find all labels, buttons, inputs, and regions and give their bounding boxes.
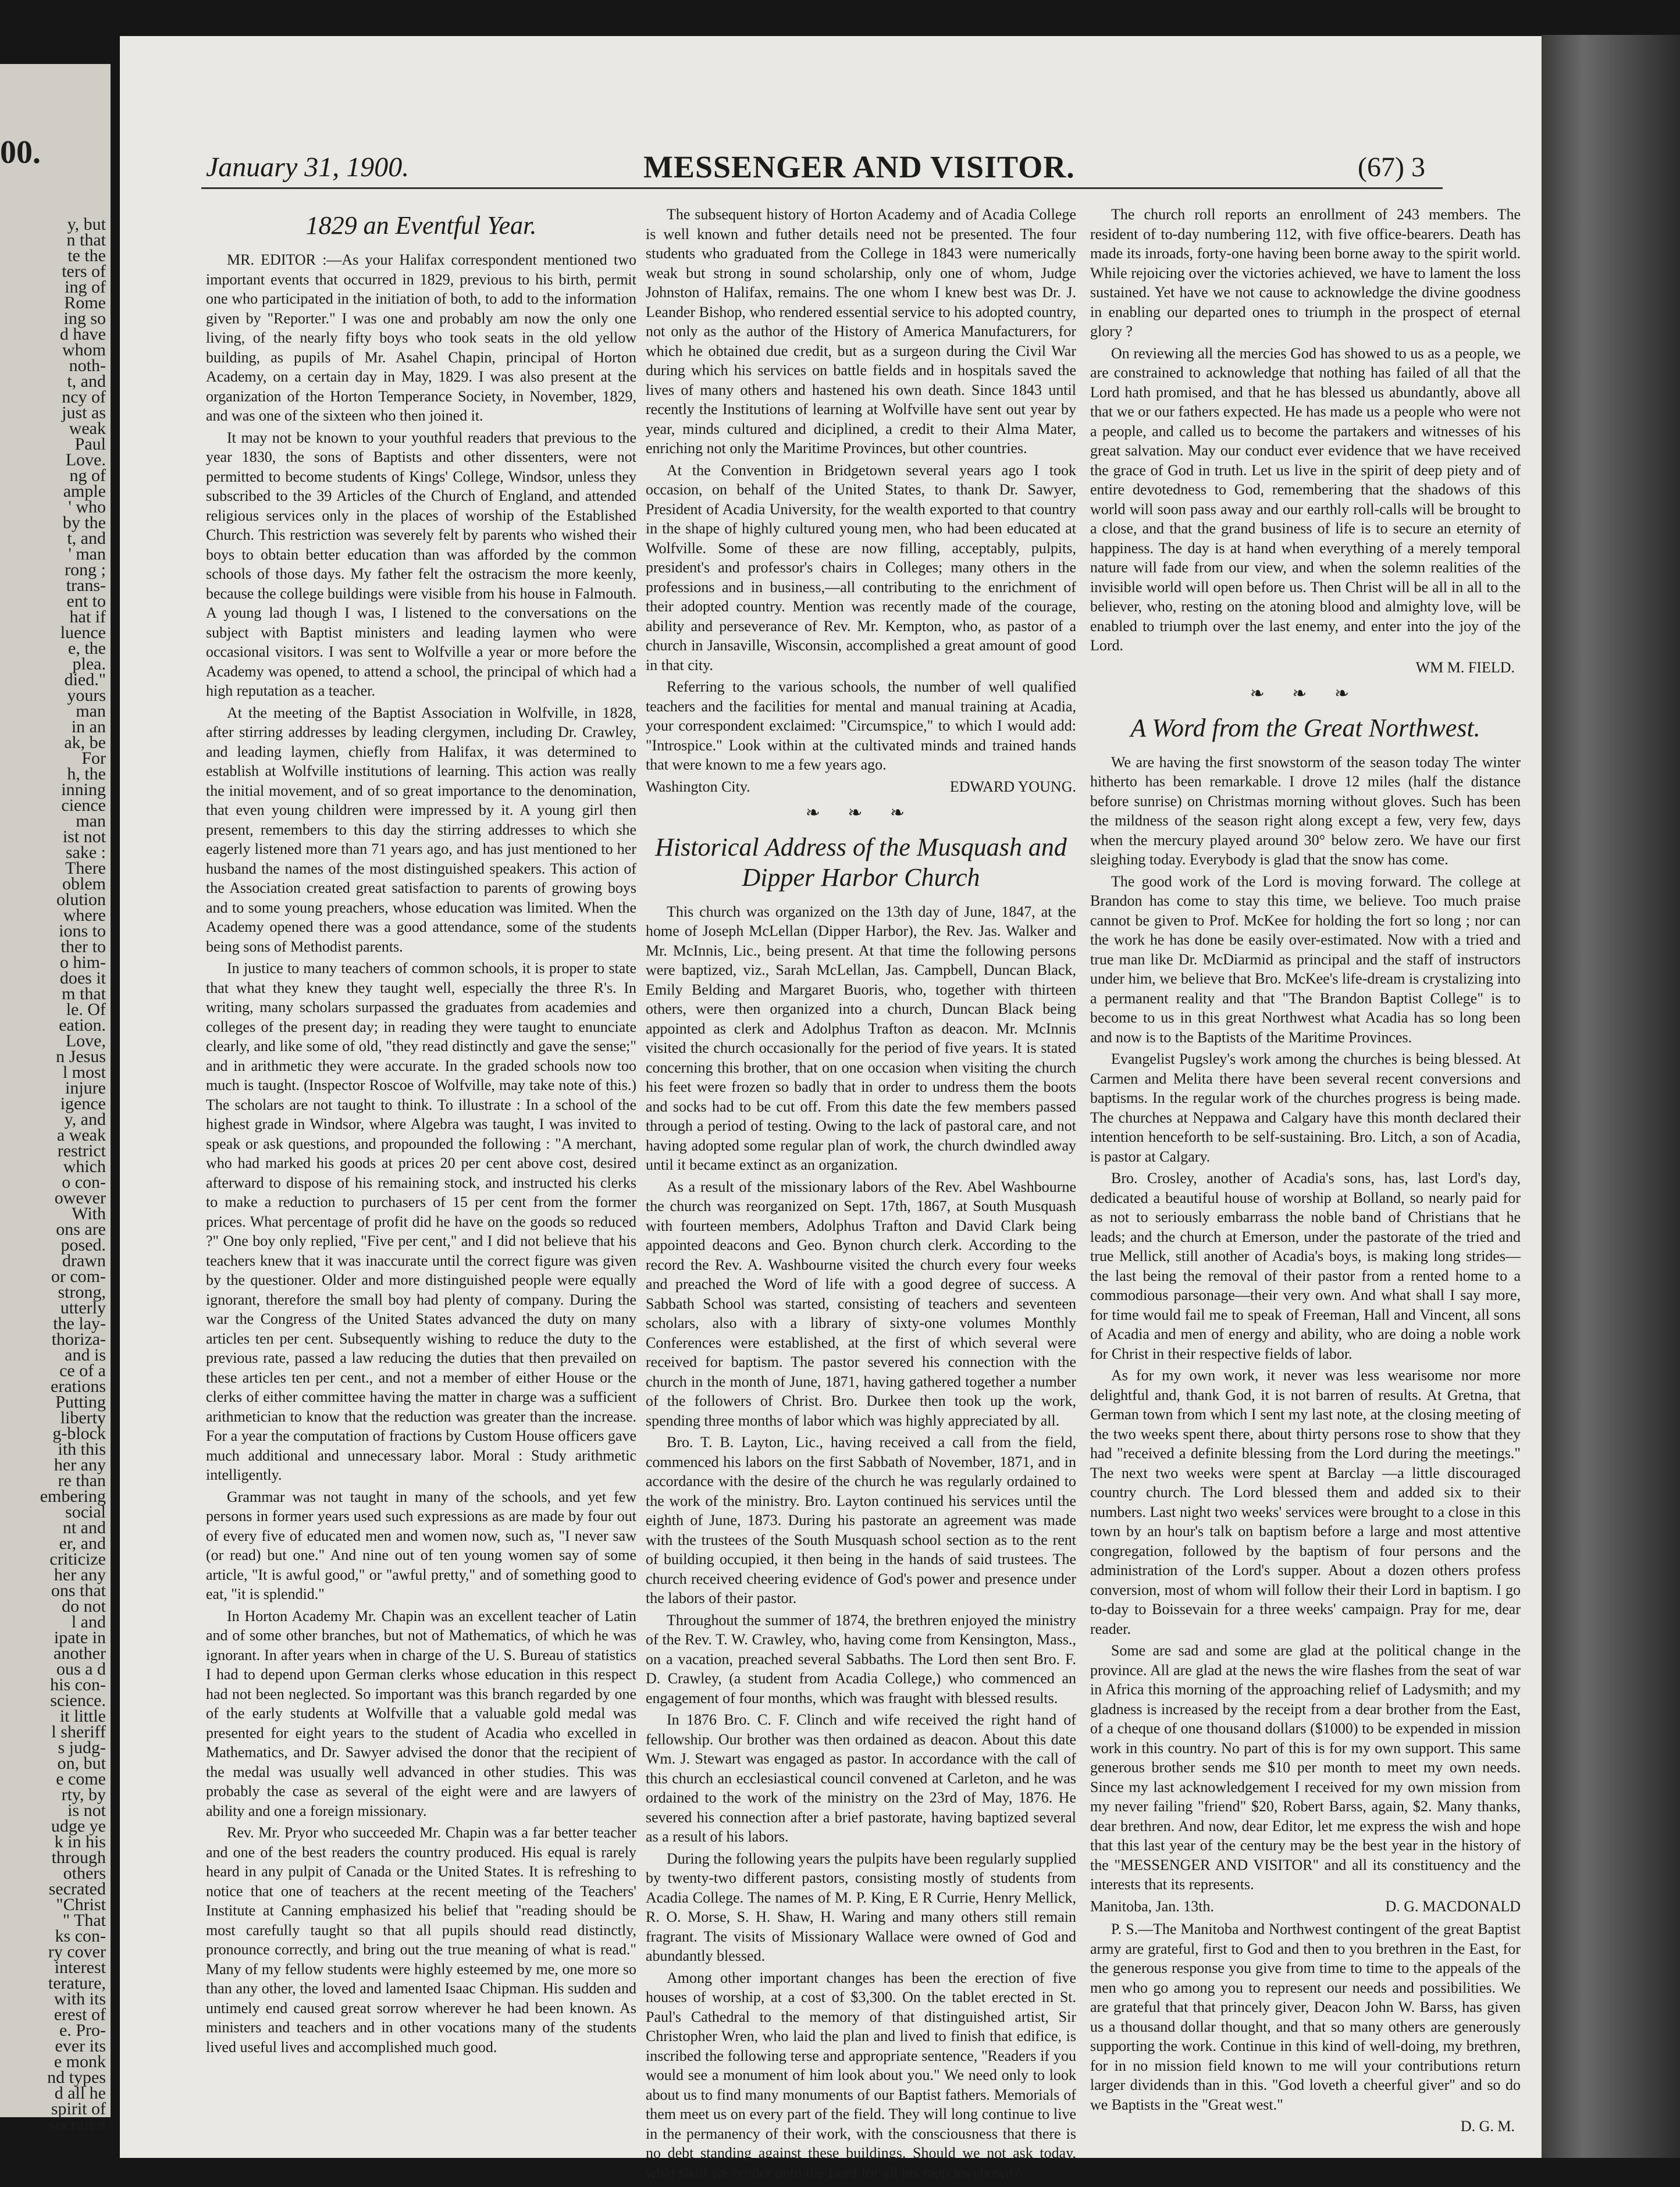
previous-page-fragment: utterly xyxy=(60,1298,106,1317)
previous-page-fragment: noth- xyxy=(69,356,106,375)
previous-page-fragment: ing of xyxy=(65,277,106,297)
previous-page-fragment: ncy of xyxy=(62,387,106,407)
column-1 xyxy=(206,205,636,2118)
paragraph: Some are sad and some are glad at the political change in the province. All are glad at the news the wire flashes from the seat of war in Africa this morning of the approaching relief of Ladysmith; and my gladness is increased by the receipt from a dear brother from the East, of a cheque of one thousand dollars ($1000) to be expended in mission work in this country. No part of this is for my own support. This same generous brother sends me $10 per month to meet my own needs. Since my last acknowledgement I received for my own mission from my never failing "friend" $20, Robert Barss, again, $2. Many thanks, dear brethren. And now, dear Editor, let me express the wish and hope that this last year of the century may be the best year in the history of the "MESSENGER AND VISITOR" and all its constituency and the interests that its represents. xyxy=(1090,1642,1521,1893)
paragraph: In justice to many teachers of common schools, it is proper to state that what they knew they taught well, especially the three R's. In writing, many scholars surpassed the graduates from academies and colleges of the present day; in reading they were taught to enunciate clearly, and like some of old, "they read distinctly and gave the sense;" and in arithmetic they were accurate. In the graded schools now too much is taught. (Inspector Roscoe of Wolfville, may take note of this.) The scholars are not taught to think. To illustrate : In a school of the highest grade in Windsor, where Algebra was taught, I was invited to speak or ask questions, and propounded the following : "A merchant, who had marked his goods at prices 20 per cent above cost, desired afterward to dispose of his remaining stock, and instructed his clerks to make a reduction to purchasers of 15 per cent from the former prices. What percentage of profit did he have on the goods so reduced ?" One boy only replied, "Five per cent," and I did not believe that his teachers knew that it was inaccurate until the correct figure was given by the questioner. Older and more distinguished people were equally ignorant, therefore the small boy had plenty of company. During the war the Congress of the United States advanced the duty on many articles ten per cent. Subsequently wishing to reduce the duty to the previous rate, passed a law reducing the duties that then prevailed on these articles ten per cent., and not a member of either House or the clerks of either committee having the matter in charge was a sufficient arithmetician to know that the reduction was greater than the increase. For a year the computation of fractions by Custom House officers gave much additional and unnecessary labor. Moral : Study arithmetic intelligently. xyxy=(206,960,636,1483)
previous-page-fragment: drawn xyxy=(62,1251,106,1270)
paragraph: On reviewing all the mercies God has showed to us as a people, we are constrained to acknowledge that nothing has failed of all that the Lord hath promised, and that he has blessed us abundantly, above all that we or our fathers expected. He has made us a people who were not a people, and called us to become the partakers and witnesses of his great salvation. May our conduct ever evidence that we have received the grace of God in truth. Let us live in the spirit of deep piety and of entire devotedness to God, remembering that the shadows of this world will soon pass away and our earthly roll-calls will be brought to a close, and that the grand business of life is to secure an eternity of happiness. The day is at hand when everything of a merely temporal nature will fade from our view, and when the solemn realities of the invisible world will open before us. Then Christ will be all in all to the believer, who, resting on the atoning blood and almighty love, will be enabled to triumph over the last enemy, and enter into the joy of the Lord. xyxy=(1090,344,1521,654)
signature-place: Manitoba, Jan. 13th. xyxy=(1090,1897,1215,1915)
previous-page-fragment: n that xyxy=(66,230,106,250)
previous-page-fragment: his con- xyxy=(50,1675,106,1694)
previous-page-fragment: on, but xyxy=(57,1754,106,1773)
previous-page-fragment: embering xyxy=(40,1487,106,1506)
previous-page-fragment: k in his xyxy=(54,1832,106,1851)
previous-page-fragment: ipate in xyxy=(54,1628,106,1647)
previous-page-fragment: re than xyxy=(58,1471,106,1490)
previous-page-fragment: thoriza- xyxy=(51,1330,106,1349)
previous-page-fragment: n Jesus xyxy=(56,1047,106,1066)
paragraph: We are having the first snowstorm of the season today The winter hitherto has been remarkable. I drove 12 miles (half the distance before sunrise) on Christmas morning without gloves. Such has been the mildness of the season right along except a few, very few, days when the mercury played around 30° below zero. We have our first sleighing today. Everybody is glad that the snow has come. xyxy=(1090,753,1521,868)
previous-page-fragment: trans- xyxy=(66,576,106,595)
previous-page-fragment: oblem xyxy=(62,874,106,893)
previous-page-fragment: There xyxy=(65,859,106,878)
previous-page-fragment: ent to xyxy=(66,592,106,611)
previous-page-fragment: erations xyxy=(51,1377,106,1396)
paragraph: As a result of the missionary labors of the Rev. Abel Washbourne the church was reorganized on Sept. 17th, 1867, at South Musquash with fourteen members, Adolphus Trafton and David Clark being appointed deacons and Geo. Bynon church clerk. According to the record the Rev. A. Washbourne visited the church every four weeks and preached the Word of life with a good degree of success. A Sabbath School was started, consisting of teachers and seventeen scholars, also with a library of sixty-one volumes Monthly Conferences were established, at the first of which several were received for baptism. The pastor severed his connection with the church in the month of June, 1871, having gathered together a number of the followers of Christ. Bro. Durkee then took up the work, spending three months of labor which was highly appreciated by all. xyxy=(646,1178,1076,1429)
previous-page-fragment: another xyxy=(54,1644,106,1663)
previous-page-fragment: e, the xyxy=(68,639,106,658)
previous-page-fragment: with its xyxy=(54,1989,106,2008)
paragraph: Bro. Crosley, another of Acadia's sons, has, last Lord's day, dedicated a beautiful house of worship at Bolland, so nearly paid for as not to seriously embarrass the noble band of Christians that he leads; and the church at Emerson, under the pastorate of the tried and true Mellick, still another of Acadia's boys, is making long strides—the last being the removal of their pastor from a rented home to a commodious parsonage—their very own. And what shall I say more, for time would fail me to speak of Freeman, Hall and Vincent, all sons of Acadia and men of energy and ability, who are doing a noble work for Christ in their respective fields of labor. xyxy=(1090,1170,1521,1362)
previous-page-fragment: the lay- xyxy=(53,1314,106,1333)
previous-page-edge xyxy=(0,64,111,2134)
previous-page-fragment: Love. xyxy=(65,450,106,469)
paragraph: Evangelist Pugsley's work among the churches is being blessed. At Carmen and Melita there have been several recent conversions and baptisms. In the regular work of the churches progress is being made. The churches at Neppawa and Calgary have this month declared their intention henceforth to be self-sustaining. Bro. Litch, a son of Acadia, is pastor at Calgary. xyxy=(1090,1050,1521,1165)
previous-page-fragment: and is xyxy=(65,1345,106,1365)
previous-page-fragment: udge ye xyxy=(51,1816,106,1836)
previous-page-fragment: o him- xyxy=(59,953,106,972)
previous-page-fragment: or com- xyxy=(51,1267,106,1286)
previous-page-fragment: " That xyxy=(62,1911,106,1930)
previous-page-fragment: Putting xyxy=(55,1392,106,1412)
previous-page-fragment: cience xyxy=(61,796,106,815)
previous-page-fragment: her any xyxy=(54,1455,106,1474)
previous-page-fragment: just as xyxy=(62,403,106,422)
article-continuation xyxy=(646,205,1076,775)
newspaper-page xyxy=(120,36,1542,2181)
previous-page-fragment: posed. xyxy=(60,1235,106,1255)
previous-page-fragment: ' who xyxy=(68,497,106,517)
previous-page-fragment: man xyxy=(76,811,106,831)
paragraph: It may not be known to your youthful readers that previous to the year 1830, the sons of Baptists and other dissenters, were not permitted to become students of Kings' College, Windsor, unless they subscribed to the 39 Articles of the Church of England, and attended religious services only in the places of worship of the Established Church. This restriction was severely felt by parents who wished their boys to obtain better education than was afforded by the common schools of those days. My father felt the ostracism the more keenly, because the college buildings were visible from his house in Falmouth. A young lad though I was, I listened to the conversations on the subject with Baptist ministers and leading laymen who were occasional visitors. I was sent to Wolfville a year or more before the Academy was opened, to attend a school, the principal of which had a high reputation as a teacher. xyxy=(206,429,636,699)
previous-page-fragment: secrated xyxy=(48,1879,106,1899)
previous-page-fragment: terature, xyxy=(48,1974,106,1993)
previous-page-fragment: ng of xyxy=(69,466,106,485)
issue-date: January 31, 1900. xyxy=(206,152,410,183)
paragraph: In 1876 Bro. C. F. Clinch and wife received the right hand of fellowship. Our brother was then ordained as deacon. About this date Wm. J. Stewart was engaged as pastor. In accordance with the call of this church an ecclesiastical council convened at Carleton, and he was ordained to the work of the ministry on the 23rd of May, 1876. He severed his connection after a brief pastorate, having baptized several as a result of his labors. xyxy=(646,1711,1076,1845)
previous-page-fragment: Love, xyxy=(65,1031,106,1050)
previous-page-fragment: t, and xyxy=(67,529,106,548)
previous-page-fragment: "Christ xyxy=(56,1895,106,1914)
postscript: P. S.—The Manitoba and Northwest contingent of the great Baptist army are grateful, first to God and then to you brethren in the East, for the generous response you give from time to time to the appeals of the men who go among you to represent our needs and possibilities. We are grateful that that princely giver, Deacon John W. Barss, has given us a thousand dollar thought, and that so many others are generously supporting the work. Continue in this kind of well-doing, my brethren, for in no mission field known to me will your contributions return larger dividends than in this. "God loveth a cheerful giver" and so do we Baptists in the "Great west." xyxy=(1090,1921,1521,2113)
paragraph: Referring to the various schools, the number of well qualified teachers and the facilities for mental and manual training at Acadia, your correspondent exclaimed: "Circumspice," to which I would add: "Introspice." Look within at the cultivated minds and trained hands that were known to me a few years ago. xyxy=(646,678,1076,773)
previous-page-fragment: eation. xyxy=(59,1016,106,1035)
previous-page-fragment: e come xyxy=(56,1769,106,1789)
paragraph: The church roll reports an enrollment of 243 members. The resident of to-day numbering 112, with five office-bearers. Death has made its inroads, forty-one having been borne away to the spirit world. While rejoicing over the victories achieved, we have to lament the loss sustained. Yet have we not cause to acknowledge the divine goodness in enabling our departed ones to triumph in the prospect of eternal glory ? xyxy=(1090,206,1521,340)
previous-page-fragment: spirit of xyxy=(51,2099,106,2118)
previous-page-fragment: liberty xyxy=(60,1408,106,1427)
previous-page-fragment: Rome xyxy=(64,293,106,312)
previous-page-fragment: hat if xyxy=(69,607,106,626)
section-separator: ❧ ❧ ❧ xyxy=(1250,684,1361,703)
article-body xyxy=(1090,753,1521,1894)
previous-page-fragment: by the xyxy=(62,513,106,532)
paragraph: Grammar was not taught in many of the schools, and yet few persons in former years used such expressions as are made by four out of every five of educated men and women now, such as, "I never saw (or read) but one." And nine out of ten young women say of some article, "It is awful good," or "awful pretty," and of something good to eat, "it is splendid." xyxy=(206,1488,636,1602)
previous-page-fragment: whom xyxy=(62,340,106,359)
previous-page-fragment: ist not xyxy=(62,827,106,846)
book-spine xyxy=(1542,35,1680,2158)
previous-page-fragment: social xyxy=(65,1502,106,1522)
article-signature xyxy=(1090,1897,1521,1917)
previous-page-fragment: others xyxy=(63,1864,106,1883)
article-title: A Word from the Great Northwest. xyxy=(1130,713,1480,742)
previous-page-fragment: d have xyxy=(59,325,106,344)
previous-page-fragment: ons are xyxy=(56,1220,106,1239)
paragraph: Rev. Mr. Pryor who succeeded Mr. Chapin was a far better teacher and one of the best readers the country produced. His equal is rarely heard in any pulpit of Canada or the United States. It is refreshing to notice that one of teachers at the recent meeting of the Teachers' Institute at Canning emphasized his belief that "reading should be most carefully taught so that all pupils should read distinctly, pronounce correctly, and bring out the true meaning of what is read." Many of my fellow students were highly esteemed by me, one more so than any other, the loved and lamented Isaac Chipman. His sudden and untimely end caused great sorrow wherever he had been known. As ministers and teachers and in other vocations many of the students lived useful lives and accomplished much good. xyxy=(206,1824,636,2056)
article-continuation xyxy=(1090,205,1521,656)
previous-page-fragment: her any xyxy=(54,1565,106,1584)
previous-page-fragment: is not xyxy=(67,1801,106,1820)
previous-page-fragment: rong ; xyxy=(65,560,106,579)
paragraph: Bro. T. B. Layton, Lic., having received a call from the field, commenced his labors on the first Sabbath of November, 1871, and in accordance with the desire of the church he was regularly ordained to the work of the ministry. Bro. Layton continued his services until the eighth of June, 1873. During his pastorate an agreement was made with the trustees of the South Musquash school section as to the rent of building occupied, it then being in the hands of said trustees. The church received cheering evidence of God's power and presence under the labors of their pastor. xyxy=(646,1434,1076,1607)
previous-page-fragment: te the xyxy=(67,246,106,265)
article-signature: WM M. FIELD. xyxy=(1415,658,1515,676)
column-2 xyxy=(646,205,1076,2181)
previous-page-fragment: injure xyxy=(65,1078,106,1098)
previous-page-fragment: secrated xyxy=(48,2115,106,2134)
previous-page-fragment: ing so xyxy=(63,309,106,328)
previous-page-fragment: g-block xyxy=(52,1424,106,1443)
signature-author: EDWARD YOUNG. xyxy=(949,778,1076,795)
paragraph: This church was organized on the 13th day of June, 1847, at the home of Joseph McLellan (Dipper Harbor), the Rev. Jas. Walker and Mr. McInnis, Lic., being present. At that time the following persons were baptized, viz., Sarah McLellan, Jas. Campbell, Duncan Black, Emily Belding and Margaret Buoris, who, together with thirteen others, were then organized into a church, Duncan Black being appointed as clerk and Adolphus Trafton as deacon. Mr. McInnis visited the church occasionally for the period of five years. It is stated concerning this brother, that on one occasion when visiting the church his feet were frozen so badly that in order to undress them the boots and socks had to be cut off. From this date the few members passed through a period of testing. Owing to the lack of pastoral care, and not having adopted some regular plan of work, the church dwindled away until it became extinct as an organization. xyxy=(646,903,1076,1173)
previous-page-fragment: ous a d xyxy=(56,1659,106,1679)
previous-page-fragment: yours xyxy=(67,686,106,705)
previous-page-fragment: plea. xyxy=(72,654,106,674)
previous-page-fragment: weak xyxy=(69,419,106,438)
signature-place: Washington City. xyxy=(646,778,750,795)
page-number: (67) 3 xyxy=(1358,152,1425,183)
previous-page-fragment: l sheriff xyxy=(51,1722,106,1741)
paragraph: At the Convention in Bridgetown several years ago I took occasion, on behalf of the United States, to thank Dr. Sawyer, President of Acadia University, for the wealth exported to that country in the shape of highly cultured young men, who had been educated at Wolfville. Some of these are now filling, acceptably, pulpits, president's and professor's chairs in Colleges; many others in the professions and in business,—all contributing to the enrichment of their adopted country. Mention was recently made of the courage, ability and perseverance of Rev. Mr. Kempton, who, as pastor of a church in Jansaville, Wisconsin, accomplished a great amount of good in that city. xyxy=(646,461,1076,674)
previous-page-fragment: e. Pro- xyxy=(59,2021,106,2040)
article-body xyxy=(646,902,1076,2183)
previous-page-fragment: y, and xyxy=(64,1110,106,1129)
previous-page-fragment: m that xyxy=(62,984,106,1003)
paragraph: The good work of the Lord is moving forward. The college at Brandon has come to stay this time, we believe. Too much praise cannot be given to Prof. McKee for holding the fort so long ; nor can the work he has done be easily over-estimated. Now with a tried and true man like Dr. McDiarmid as principal and the staff of instructors under him, we believe that Bro. McKee's life-dream is crystalizing into a permanent reality and that "The Brandon Baptist College" is to become to us in this great Northwest what Acadia has so long been and now is to the Baptists of the Maritime Provinces. xyxy=(1090,872,1521,1046)
article-title: Historical Address of the Musquash and Dipper Harbor Church xyxy=(655,832,1067,892)
previous-page-number: 00. xyxy=(0,134,41,170)
previous-page-fragment: criticize xyxy=(49,1550,106,1569)
previous-page-fragment: nt and xyxy=(62,1518,106,1537)
paragraph: MR. EDITOR :—As your Halifax correspondent mentioned two important events that occurred in 1829, previous to his birth, permit one who participated in the initiation of both, to add to the information given by "Reporter." I was one and probably am now the only one living, of the nearly fifty boys who took seats in the old yellow building, as pupils of Mr. Asahel Chapin, principal of Horton Academy, on a certain day in May, 1829. I was also present at the organization of the Horton Temperance Society, in November, 1829, and was one of the sixteen who then joined it. xyxy=(206,251,636,424)
previous-page-fragment: does it xyxy=(59,968,106,988)
previous-page-fragment: ions to xyxy=(59,921,106,941)
previous-page-fragment: died." xyxy=(64,670,106,689)
previous-page-fragment: do not xyxy=(62,1597,106,1616)
previous-page-fragment: For xyxy=(81,749,106,768)
previous-page-fragment: erest of xyxy=(54,2005,106,2024)
previous-page-fragment: through xyxy=(51,1848,106,1867)
previous-page-fragment: e monk xyxy=(54,2052,106,2071)
previous-page-fragment: With xyxy=(72,1204,106,1223)
previous-page-fragment: strong, xyxy=(58,1283,106,1302)
paragraph: In Horton Academy Mr. Chapin was an excellent teacher of Latin and of some other branches, but not of Mathematics, of which he was ignorant. In after years when in charge of the U. S. Bureau of statistics I had to depend upon German clerks whose education in this respect had not been neglected. So important was this branch regarded by one of the early students at Wolfville that a valuable gold medal was presented for eight years to the student of Acadia who excelled in Mathematics, and Dr. Sawyer advised the donor that the recipient of the medal was usually well advanced in other studies. This was probably the case as several of the eight were and are lawyers of ability and one a foreign missionary. xyxy=(206,1607,636,1819)
previous-page-fragment: inning xyxy=(61,780,106,799)
paragraph: Throughout the summer of 1874, the brethren enjoyed the ministry of the Rev. T. W. Crawley, who, having come from Kensington, Mass., on a vacation, preached several Sabbaths. The Lord then sent Bro. F. D. Crawley, (a student from Acadia College,) who commenced an engagement of four months, which was fraught with blessed results. xyxy=(646,1611,1076,1707)
previous-page-fragment: rty, by xyxy=(61,1785,106,1804)
previous-page-fragment: h, the xyxy=(67,764,106,783)
previous-page-fragment: a weak xyxy=(56,1125,106,1145)
paragraph: During the following years the pulpits have been regularly supplied by twenty-two different pastors, consisting mostly of students from Acadia College. The names of M. P. King, E R Currie, Henry Mellick, R. O. Morse, S. H. Shaw, H. Waring and many others still remain fragrant. The visits of Missionary Wallace were owned of God and abundantly blessed. xyxy=(646,1850,1076,1964)
previous-page-fragment: er, and xyxy=(59,1534,106,1553)
previous-page-fragment: d all he xyxy=(54,2083,106,2103)
paragraph: At the meeting of the Baptist Association in Wolfville, in 1828, after stirring addresses by leading clergymen, including Dr. Crawley, and leading laymen, chiefly from Halifax, it was determined to establish at Wolfville institutions of learning. This action was really the initial movement, and of so great importance to the denomination, that even young children were impressed by it. A young girl then present, remembers to this day the stirring addresses to which she eagerly listened more than 71 years ago, and has just mentioned to her husband the names of the most distinguished speakers. This action of the Association created great satisfaction to parents of growing boys and to some young preachers, whose education was limited. When the Academy opened there was a good attendance, some of the students being sons of Methodist parents. xyxy=(206,704,636,955)
previous-page-fragment: ample xyxy=(63,482,106,501)
article-body xyxy=(206,250,636,2057)
previous-page-fragment: in an xyxy=(71,717,106,736)
previous-page-fragment: o con- xyxy=(62,1173,106,1192)
postscript-initials: D. G. M. xyxy=(1460,2118,1515,2135)
previous-page-fragment: ters of xyxy=(62,262,106,281)
previous-page-fragment: olution xyxy=(56,890,106,909)
newspaper-title: MESSENGER AND VISITOR. xyxy=(643,149,1075,184)
previous-page-fragment: s judg- xyxy=(58,1738,106,1757)
article-title: 1829 an Eventful Year. xyxy=(305,211,537,240)
paragraph: Among other important changes has been the erection of five houses of worship, at a cost of $3,300. On the tablet erected in St. Paul's Cathedral to the memory of that distinguished artist, Sir Christopher Wren, who laid the plan and lived to finish that edifice, is inscribed the following terse and appropriate sentence, "Readers if you would see a monument of him look about you." We need only to look about us to find many monuments of our Baptist fathers. Memorials of them meet us on every part of the field. They will long continue to live in the permanency of their work, with the consciousness that there is no debt standing against these buildings. Should we not ask today, what shall we render unto the Lord for all his mercies shown? xyxy=(646,1969,1076,2181)
page-header xyxy=(120,151,1542,192)
previous-page-fragment: l most xyxy=(62,1063,106,1082)
previous-page-fragment: restrict xyxy=(57,1141,106,1160)
paragraph: As for my own work, it never was less wearisome nor more delightful and, thank God, it is not barren of results. At Gretna, that German town from which I sent my last note, at the closing meeting of the two weeks spent there, about thirty persons rose to show that they had "received a definite blessing from the Lord during the meetings." The next two weeks were spent at Barclay —a little discouraged country church. The Lord blessed them and added six to their numbers. Last night two weeks' services were brought to a close in this town by an hour's talk on baptism before a large and most attentive congregation, followed by the baptism of four persons and the administration of the Lord's supper. About a dozen others profess conversion, most of whom will follow their their Lord in baptism. I go to-day to Boissevain for a three weeks' campaign. Pray for me, dear reader. xyxy=(1090,1367,1521,1637)
previous-page-fragment: man xyxy=(76,701,106,721)
previous-page-fragment: which xyxy=(63,1157,106,1176)
previous-page-fragment: sake : xyxy=(65,843,106,862)
section-separator: ❧ ❧ ❧ xyxy=(805,803,917,822)
previous-page-fragment: t, and xyxy=(67,372,106,391)
article-signature xyxy=(646,777,1076,797)
paragraph: The subsequent history of Horton Academy and of Acadia College is well known and futher details need not be presented. The four students who graduated from the College in 1843 were numerically weak but strong in sound scholarship, only one of whom, Judge Johnston of Halifax, remains. The one whom I knew best was Dr. J. Leander Bishop, who rendered essential service to his adopted country, not only as the author of the History of America Manufacturers, for which he obtained due credit, but as a surgeon during the Civil War during which his services on battle fields and in hospitals saved the lives of many others and hastened his own death. Since 1843 until recently the Institutions of learning at Wolfville have sent out year by year, minds cultured and diciplined, a credit to their Alma Mater, enriching not only the Maritime Provinces, but other countries. xyxy=(646,206,1076,457)
previous-page-fragment: owever xyxy=(54,1188,106,1208)
previous-page-fragment: ce of a xyxy=(59,1361,106,1380)
previous-page-fragment: ry cover xyxy=(48,1942,106,1961)
previous-page-fragment: ' man xyxy=(68,544,106,564)
previous-page-fragment: igence xyxy=(60,1094,106,1113)
previous-page-fragment: Paul xyxy=(74,434,106,454)
previous-page-fragment: ther to xyxy=(60,937,106,956)
previous-page-fragment: ever its xyxy=(55,2036,106,2056)
previous-page-fragment: it little xyxy=(59,1707,106,1726)
previous-page-fragment: ks con- xyxy=(55,1926,106,1946)
column-3 xyxy=(1090,205,1521,2135)
previous-page-fragment: ak, be xyxy=(64,733,106,752)
previous-page-fragment: y, but xyxy=(67,215,106,234)
previous-page-fragment: nd types xyxy=(47,2068,106,2087)
previous-page-fragment: ons that xyxy=(51,1581,106,1600)
previous-page-fragment: luence xyxy=(60,623,106,642)
previous-page-fragment: interest xyxy=(54,1958,106,1977)
previous-page-fragment: le. Of xyxy=(66,1000,106,1019)
previous-page-fragment: l and xyxy=(71,1612,106,1632)
signature-author: D. G. MACDONALD xyxy=(1385,1897,1521,1915)
previous-page-fragment: science. xyxy=(50,1691,106,1710)
previous-page-fragment: where xyxy=(63,906,106,925)
header-rule xyxy=(201,187,1443,189)
previous-page-fragment: ith this xyxy=(58,1440,106,1459)
